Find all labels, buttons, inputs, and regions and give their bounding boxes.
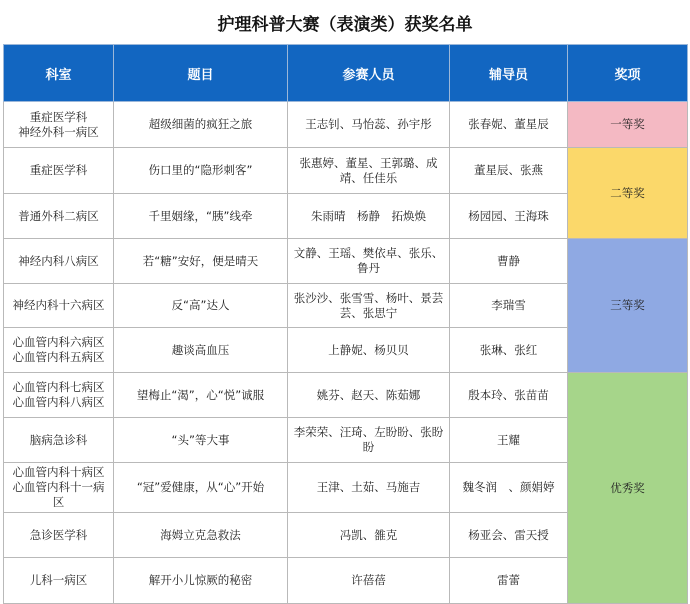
cell-members: 冯凯、雒克 — [288, 513, 450, 558]
cell-coach: 张琳、张红 — [450, 328, 568, 373]
cell-topic: “头”等大事 — [114, 418, 288, 463]
cell-dept: 重症医学科 — [4, 148, 114, 194]
cell-dept: 急诊医学科 — [4, 513, 114, 558]
cell-dept: 儿科一病区 — [4, 558, 114, 604]
award-excellence: 优秀奖 — [568, 373, 688, 604]
cell-coach: 李瑞雪 — [450, 284, 568, 328]
cell-dept: 心血管内科六病区 心血管内科五病区 — [4, 328, 114, 373]
cell-dept: 神经内科八病区 — [4, 239, 114, 284]
cell-coach: 魏冬润 、颜娟婷 — [450, 463, 568, 513]
cell-dept: 重症医学科 神经外科一病区 — [4, 102, 114, 148]
awards-table — [3, 44, 688, 604]
header-topic: 题目 — [114, 45, 288, 102]
table-row — [4, 148, 688, 194]
cell-members: 张惠婷、董星、王郭璐、成靖、任佳乐 — [288, 148, 450, 194]
cell-members: 上静妮、杨贝贝 — [288, 328, 450, 373]
cell-topic: 反“高”达人 — [114, 284, 288, 328]
cell-dept: 普通外科二病区 — [4, 194, 114, 239]
table-header-row — [4, 45, 688, 102]
cell-members: 王津、土茹、马施吉 — [288, 463, 450, 513]
cell-coach: 曹静 — [450, 239, 568, 284]
cell-members: 文静、王瑶、樊依卓、张乐、鲁丹 — [288, 239, 450, 284]
award-second: 二等奖 — [568, 148, 688, 239]
table-row — [4, 239, 688, 284]
cell-dept: 脑病急诊科 — [4, 418, 114, 463]
cell-dept: 心血管内科七病区 心血管内科八病区 — [4, 373, 114, 418]
cell-dept: 神经内科十六病区 — [4, 284, 114, 328]
table-row — [4, 102, 688, 148]
cell-coach: 雷蕾 — [450, 558, 568, 604]
cell-topic: 趣谈高血压 — [114, 328, 288, 373]
table-row — [4, 373, 688, 418]
cell-coach: 王耀 — [450, 418, 568, 463]
cell-dept: 心血管内科十病区 心血管内科十一病区 — [4, 463, 114, 513]
cell-members: 张沙沙、张雪雪、杨叶、景芸芸、张思宁 — [288, 284, 450, 328]
cell-members: 朱雨晴 杨静 拓焕焕 — [288, 194, 450, 239]
cell-coach: 张春妮、董星辰 — [450, 102, 568, 148]
cell-topic: 超级细菌的疯狂之旅 — [114, 102, 288, 148]
header-coach: 辅导员 — [450, 45, 568, 102]
cell-coach: 殷本玲、张苗苗 — [450, 373, 568, 418]
page-title: 护理科普大赛（表演类）获奖名单 — [217, 14, 473, 35]
cell-members: 许蓓蓓 — [288, 558, 450, 604]
cell-topic: 伤口里的“隐形刺客” — [114, 148, 288, 194]
cell-coach: 杨亚会、雷天授 — [450, 513, 568, 558]
header-dept: 科室 — [4, 45, 114, 102]
header-award: 奖项 — [568, 45, 688, 102]
cell-topic: “冠”爱健康，从“心”开始 — [114, 463, 288, 513]
header-members: 参赛人员 — [288, 45, 450, 102]
cell-topic: 千里姻缘，“胰”线牵 — [114, 194, 288, 239]
cell-members: 姚芬、赵天、陈茹娜 — [288, 373, 450, 418]
cell-coach: 董星辰、张燕 — [450, 148, 568, 194]
award-third: 三等奖 — [568, 239, 688, 373]
cell-coach: 杨园园、王海珠 — [450, 194, 568, 239]
cell-topic: 望梅止“渴”，心“悦”诚服 — [114, 373, 288, 418]
cell-members: 李荣荣、汪琦、左盼盼、张盼盼 — [288, 418, 450, 463]
cell-topic: 海姆立克急救法 — [114, 513, 288, 558]
cell-topic: 解开小儿惊厥的秘密 — [114, 558, 288, 604]
cell-members: 王志钊、马怡蕊、孙宇彤 — [288, 102, 450, 148]
cell-topic: 若“糖”安好，便是晴天 — [114, 239, 288, 284]
award-first: 一等奖 — [568, 102, 688, 148]
